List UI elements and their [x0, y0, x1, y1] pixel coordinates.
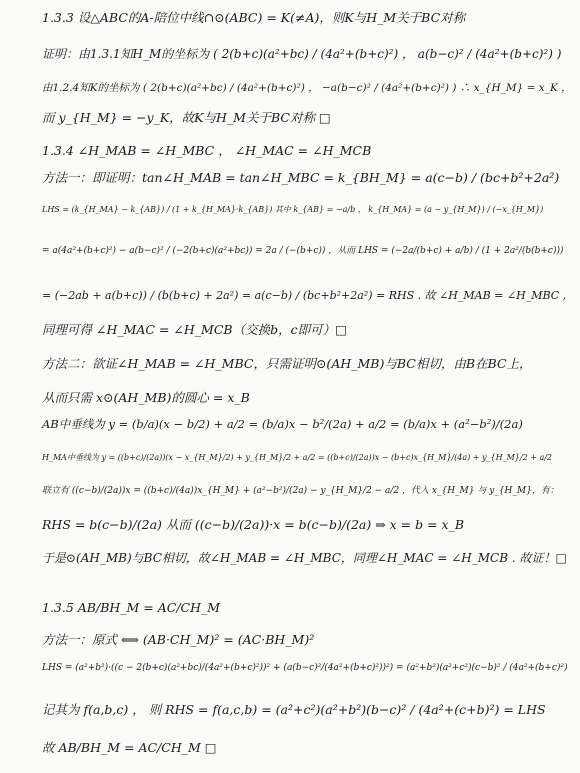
- lhs-slope-formula: LHS = (k_{H_MA} − k_{AB}) / (1 + k_{H_MA}·k_{AB}) 其中 k_{AB} = −a/b ， k_{H_MA} = (a − y_{H_M}) / (−x_{H_M}): [42, 205, 544, 214]
- hma-perpendicular-bisector: H_MA中垂线为 y = ((b+c)/(2a))(x − x_{H_M}/2) + y_{H_M}/2 + a/2 = ((b+c)/(2a))x − (b+c)x_{H_M}/(4a) + y_{H_M}/2 + a/2: [42, 453, 553, 462]
- slope-computation: = a(4a²+(b+c)²) − a(b−c)² / (−2(b+c)(a²+bc)) = 2a / (−(b+c)) ，从而 LHS = (−2a/(b+c) + a/b) / (1 + 2a²/(b(b+c))): [42, 246, 564, 256]
- symmetry-conclusion: 而 y_{H_M} = −y_K，故K与H_M关于BC对称 □: [42, 110, 331, 125]
- theorem-1-3-4: 1.3.4 ∠H_MAB = ∠H_MBC ， ∠H_MAC = ∠H_MCB: [42, 143, 372, 158]
- method-two-tangent: 方法二：欲证∠H_MAB = ∠H_MBC，只需证明⊙(AH_MB)与BC相切，由B在BC上，: [42, 356, 532, 371]
- ab-perpendicular-bisector: AB中垂线为 y = (b/a)(x − b/2) + a/2 = (b/a)x − b²/(2a) + a/2 = (b/a)x + (a²−b²)/(2a): [42, 417, 523, 431]
- tangent-conclusion: 于是⊙(AH_MB)与BC相切，故∠H_MAB = ∠H_MBC，同理∠H_MAC = ∠H_MCB . 故证！□: [42, 551, 567, 565]
- rhs-solution-x: RHS = b(c−b)/(2a) 从而 ((c−b)/(2a))·x = b(c−b)/(2a) ⇒ x = b = x_B: [42, 517, 465, 532]
- k-coordinates: 由1.2.4知K的坐标为 ( 2(b+c)(a²+bc) / (4a²+(b+c)²) ， −a(b−c)² / (4a²+(b+c)²) ) ∴ x_{H_M} = x_K ，: [42, 82, 572, 94]
- combine-equations: 联立有 ((c−b)/(2a))x = ((b+c)/(4a))x_{H_M} + (a²−b²)/(2a) − y_{H_M}/2 − a/2 ，代入 x_{H_M} 与 y_{H_M}，有：: [42, 486, 559, 496]
- circle-center-x: 从而只需 x⊙(AH_MB)的圆心 = x_B: [42, 390, 250, 405]
- proof-hm-coordinates: 证明：由1.3.1知H_M的坐标为 ( 2(b+c)(a²+bc) / (4a²+(b+c)²) ， a(b−c)² / (4a²+(b+c)²) ): [42, 47, 562, 61]
- method-one-tan: 方法一：即证明：tan∠H_MAB = tan∠H_MBC = k_{BH_M} = a(c−b) / (bc+b²+2a²): [42, 170, 560, 185]
- theorem-1-3-5: 1.3.5 AB/BH_M = AC/CH_M: [42, 600, 221, 615]
- method-one-equivalent: 方法一：原式 ⟺ (AB·CH_M)² = (AC·BH_M)²: [42, 632, 315, 647]
- theorem-1-3-3: 1.3.3 设△ABC的A-陪位中线∩⊙(ABC) = K(≠A)，则K与H_M关于BC对称: [42, 10, 466, 25]
- final-conclusion: 故 AB/BH_M = AC/CH_M □: [42, 740, 217, 755]
- lhs-equals-rhs: = (−2ab + a(b+c)) / (b(b+c) + 2a²) = a(c−b) / (bc+b²+2a²) = RHS . 故 ∠H_MAB = ∠H_MBC ,: [42, 289, 567, 302]
- lhs-expansion: LHS = (a²+b²)·((c − 2(b+c)(a²+bc)/(4a²+(b+c)²))² + (a(b−c)²/(4a²+(b+c)²))²) = (a²+b²)(a²+c²)(c−b)² / (4a²+(b+c)²): [42, 663, 568, 673]
- similarly-hmac: 同理可得 ∠H_MAC = ∠H_MCB（交换b，c即可）□: [42, 322, 347, 337]
- define-f-function: 记其为 f(a,b,c) ， 则 RHS = f(a,c,b) = (a²+c²)(a²+b²)(b−c)² / (4a²+(c+b)²) = LHS: [42, 702, 546, 717]
